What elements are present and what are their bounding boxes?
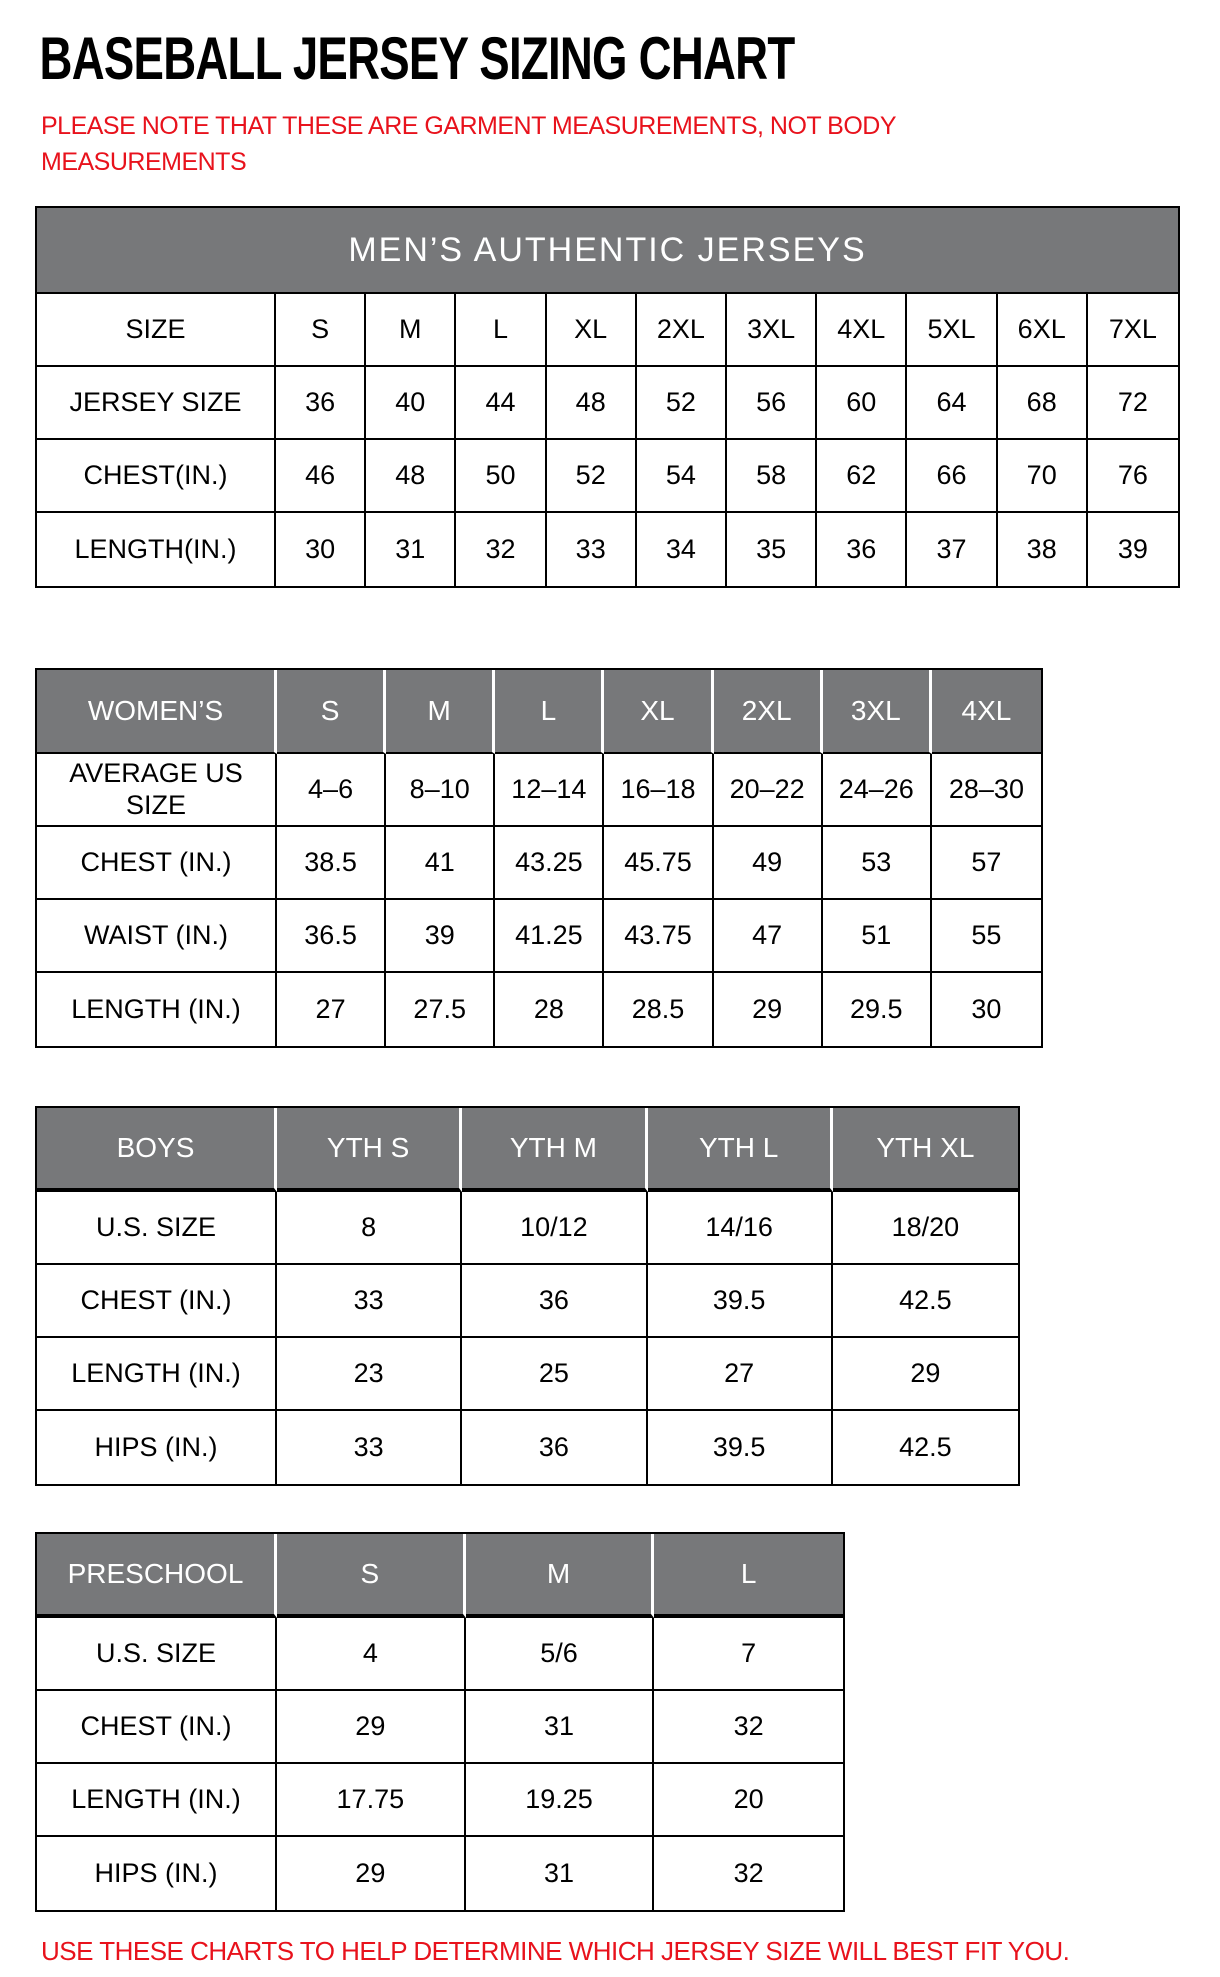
value-cell: 25	[462, 1338, 647, 1411]
value-cell: 56	[727, 367, 817, 440]
value-cell: 8	[277, 1192, 462, 1265]
column-header-cell: L	[495, 670, 604, 754]
column-header-cell: BOYS	[37, 1108, 277, 1192]
table-banner: MEN’S AUTHENTIC JERSEYS	[37, 208, 1178, 294]
value-cell: 28.5	[604, 973, 713, 1046]
value-cell: 17.75	[277, 1764, 466, 1837]
value-cell: 57	[932, 827, 1041, 900]
value-cell: 14/16	[648, 1192, 833, 1265]
value-cell: 34	[637, 513, 727, 586]
value-cell: 38	[998, 513, 1088, 586]
column-header-cell: PRESCHOOL	[37, 1534, 277, 1618]
row-label-cell: LENGTH(IN.)	[37, 513, 276, 586]
mens-table	[35, 206, 1180, 588]
value-cell: 30	[932, 973, 1041, 1046]
value-cell: 39	[386, 900, 495, 973]
page-title: BASEBALL JERSEY SIZING CHART	[39, 25, 795, 92]
value-cell: 45.75	[604, 827, 713, 900]
value-cell: 68	[998, 367, 1088, 440]
column-header-cell: YTH XL	[833, 1108, 1018, 1192]
row-label-cell: JERSEY SIZE	[37, 367, 276, 440]
value-cell: 32	[654, 1691, 843, 1764]
value-cell: 76	[1088, 440, 1178, 513]
boys-table	[35, 1106, 1020, 1486]
column-header-cell: XL	[604, 670, 713, 754]
value-cell: 38.5	[277, 827, 386, 900]
column-header-cell: S	[277, 1534, 466, 1618]
column-header-cell: 5XL	[907, 294, 997, 367]
value-cell: 64	[907, 367, 997, 440]
value-cell: 31	[466, 1837, 655, 1910]
value-cell: 43.25	[495, 827, 604, 900]
value-cell: 52	[637, 367, 727, 440]
value-cell: 60	[817, 367, 907, 440]
value-cell: 72	[1088, 367, 1178, 440]
column-header-cell: M	[386, 670, 495, 754]
column-header-cell: SIZE	[37, 294, 276, 367]
row-label-cell: CHEST(IN.)	[37, 440, 276, 513]
column-header-cell: 2XL	[714, 670, 823, 754]
value-cell: 23	[277, 1338, 462, 1411]
value-cell: 47	[714, 900, 823, 973]
value-cell: 44	[456, 367, 546, 440]
row-label-cell: U.S. SIZE	[37, 1618, 277, 1691]
column-header-cell: M	[466, 1534, 655, 1618]
row-label-cell: CHEST (IN.)	[37, 1691, 277, 1764]
value-cell: 49	[714, 827, 823, 900]
value-cell: 40	[366, 367, 456, 440]
value-cell: 66	[907, 440, 997, 513]
value-cell: 20–22	[714, 754, 823, 827]
column-header-cell: YTH S	[277, 1108, 462, 1192]
column-header-cell: 3XL	[727, 294, 817, 367]
value-cell: 58	[727, 440, 817, 513]
value-cell: 16–18	[604, 754, 713, 827]
row-label-cell: LENGTH (IN.)	[37, 1338, 277, 1411]
value-cell: 7	[654, 1618, 843, 1691]
column-header-cell: 2XL	[637, 294, 727, 367]
value-cell: 55	[932, 900, 1041, 973]
measurement-note: PLEASE NOTE THAT THESE ARE GARMENT MEASUREMENTS, NOT BODY MEASUREMENTS	[41, 112, 896, 176]
value-cell: 28	[495, 973, 604, 1046]
womens-table	[35, 668, 1043, 1048]
column-header-cell: YTH M	[462, 1108, 647, 1192]
value-cell: 52	[547, 440, 637, 513]
column-header-cell: S	[277, 670, 386, 754]
value-cell: 36	[462, 1265, 647, 1338]
row-label-cell: LENGTH (IN.)	[37, 973, 277, 1046]
column-header-cell: 3XL	[823, 670, 932, 754]
value-cell: 39	[1088, 513, 1178, 586]
row-label-cell: U.S. SIZE	[37, 1192, 277, 1265]
value-cell: 5/6	[466, 1618, 655, 1691]
preschool-table	[35, 1532, 845, 1912]
value-cell: 24–26	[823, 754, 932, 827]
value-cell: 32	[456, 513, 546, 586]
value-cell: 4	[277, 1618, 466, 1691]
row-label-cell: CHEST (IN.)	[37, 827, 277, 900]
value-cell: 41	[386, 827, 495, 900]
column-header-cell: XL	[547, 294, 637, 367]
value-cell: 19.25	[466, 1764, 655, 1837]
column-header-cell: L	[654, 1534, 843, 1618]
value-cell: 27	[648, 1338, 833, 1411]
row-label-cell: AVERAGE US SIZE	[37, 754, 277, 827]
value-cell: 29.5	[823, 973, 932, 1046]
value-cell: 18/20	[833, 1192, 1018, 1265]
value-cell: 29	[714, 973, 823, 1046]
value-cell: 43.75	[604, 900, 713, 973]
value-cell: 29	[833, 1338, 1018, 1411]
value-cell: 51	[823, 900, 932, 973]
value-cell: 20	[654, 1764, 843, 1837]
value-cell: 54	[637, 440, 727, 513]
value-cell: 31	[466, 1691, 655, 1764]
value-cell: 46	[276, 440, 366, 513]
value-cell: 70	[998, 440, 1088, 513]
value-cell: 12–14	[495, 754, 604, 827]
value-cell: 32	[654, 1837, 843, 1910]
row-label-cell: HIPS (IN.)	[37, 1411, 277, 1484]
value-cell: 42.5	[833, 1411, 1018, 1484]
value-cell: 28–30	[932, 754, 1041, 827]
row-label-cell: CHEST (IN.)	[37, 1265, 277, 1338]
value-cell: 31	[366, 513, 456, 586]
value-cell: 36.5	[277, 900, 386, 973]
column-header-cell: YTH L	[648, 1108, 833, 1192]
value-cell: 42.5	[833, 1265, 1018, 1338]
column-header-cell: S	[276, 294, 366, 367]
column-header-cell: 7XL	[1088, 294, 1178, 367]
value-cell: 33	[277, 1411, 462, 1484]
value-cell: 48	[547, 367, 637, 440]
row-label-cell: HIPS (IN.)	[37, 1837, 277, 1910]
row-label-cell: WAIST (IN.)	[37, 900, 277, 973]
value-cell: 8–10	[386, 754, 495, 827]
column-header-cell: 6XL	[998, 294, 1088, 367]
value-cell: 36	[817, 513, 907, 586]
value-cell: 4–6	[277, 754, 386, 827]
value-cell: 29	[277, 1691, 466, 1764]
column-header-cell: L	[456, 294, 546, 367]
value-cell: 27.5	[386, 973, 495, 1046]
value-cell: 62	[817, 440, 907, 513]
value-cell: 30	[276, 513, 366, 586]
value-cell: 39.5	[648, 1411, 833, 1484]
value-cell: 29	[277, 1837, 466, 1910]
column-header-cell: M	[366, 294, 456, 367]
value-cell: 10/12	[462, 1192, 647, 1265]
value-cell: 41.25	[495, 900, 604, 973]
value-cell: 39.5	[648, 1265, 833, 1338]
value-cell: 53	[823, 827, 932, 900]
value-cell: 33	[277, 1265, 462, 1338]
value-cell: 50	[456, 440, 546, 513]
value-cell: 37	[907, 513, 997, 586]
column-header-cell: WOMEN’S	[37, 670, 277, 754]
value-cell: 35	[727, 513, 817, 586]
column-header-cell: 4XL	[932, 670, 1041, 754]
value-cell: 48	[366, 440, 456, 513]
value-cell: 36	[276, 367, 366, 440]
value-cell: 27	[277, 973, 386, 1046]
column-header-cell: 4XL	[817, 294, 907, 367]
value-cell: 36	[462, 1411, 647, 1484]
row-label-cell: LENGTH (IN.)	[37, 1764, 277, 1837]
value-cell: 33	[547, 513, 637, 586]
footer-note: USE THESE CHARTS TO HELP DETERMINE WHICH JERSEY SIZE WILL BEST FIT YOU.	[41, 1936, 1070, 1966]
